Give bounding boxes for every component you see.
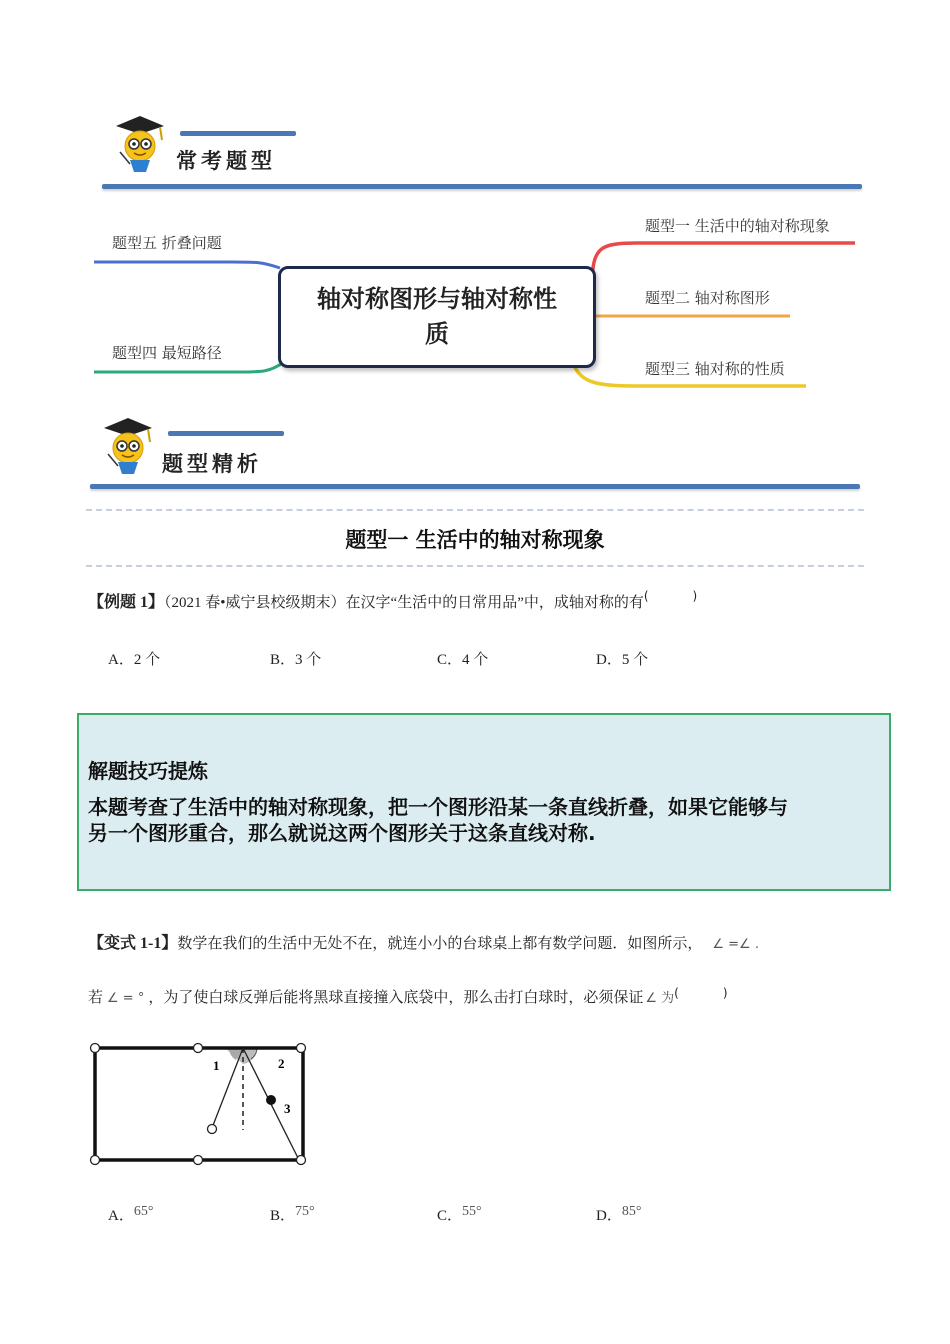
pocket: [194, 1044, 203, 1053]
branch-line-left2: [94, 362, 284, 372]
variant1-angle-equation: ∠ =∠ .: [712, 937, 759, 952]
white-ball: [208, 1125, 217, 1134]
variant1-option-b: B．75°: [270, 1204, 315, 1224]
black-ball: [266, 1095, 276, 1105]
branch-left2-label: 题型四 最短路径: [112, 344, 222, 362]
branch-left1-label: 题型五 折叠问题: [112, 234, 222, 252]
example1-option-b: B．3 个: [270, 652, 322, 668]
variant1-if: 若: [88, 990, 104, 1006]
section-divider-top: [86, 509, 864, 511]
branch-line-right1: [592, 243, 855, 290]
answer-paren-open: (: [674, 986, 679, 1000]
tip-box: [77, 713, 891, 891]
branch-right1-label: 题型一 生活中的轴对称现象: [645, 217, 830, 235]
tip-body-line2: 另一个图形重合，那么就说这两个图形关于这条直线对称.: [88, 821, 596, 845]
section-divider-bottom: [86, 565, 864, 567]
center-topic-line2: 质: [425, 320, 449, 348]
pocket: [91, 1044, 100, 1053]
billiard-table-figure: [85, 1038, 315, 1170]
angle-label-1: 1: [213, 1058, 220, 1073]
pocket: [297, 1044, 306, 1053]
tip-title: 解题技巧提炼: [88, 759, 208, 783]
example1-option-a: A．2 个: [108, 652, 161, 668]
variant1-target-angle: ∠ 为: [645, 991, 675, 1006]
variant1-option-a: A．65°: [108, 1204, 154, 1224]
header-title: 常考题型: [176, 148, 276, 173]
branch-line-left1: [94, 262, 280, 268]
variant1-option-c: C．55°: [437, 1204, 482, 1224]
example1-label: 【例题 1】: [88, 594, 165, 611]
variant1-label: 【变式 1-1】: [88, 935, 178, 952]
mindmap-center-topic: [278, 266, 596, 368]
example1-text: 在汉字“生活中的日常用品”中，成轴对称的有: [345, 595, 644, 611]
answer-paren-open: (: [643, 589, 649, 603]
section-title: 题型一 生活中的轴对称现象: [345, 528, 605, 552]
header-underline: [90, 484, 860, 489]
angle-label-3: 3: [284, 1101, 291, 1116]
example1-source: （2021 春•威宁县校级期末）: [164, 595, 346, 611]
tip-body-line1: 本题考查了生活中的轴对称现象，把一个图形沿某一条直线折叠，如果它能够与: [88, 795, 788, 819]
variant1-given-angle: ∠ = °: [107, 991, 145, 1006]
branch-right2-label: 题型二 轴对称图形: [645, 289, 770, 307]
variant1-line2: [88, 986, 728, 1007]
example1-option-d: D．5 个: [596, 652, 649, 668]
answer-paren-close: ): [722, 986, 728, 1000]
pocket: [91, 1156, 100, 1165]
header-tixingjingxi: [88, 412, 868, 497]
graduate-mascot-icon: [98, 414, 158, 476]
variant1-text1: 数学在我们的生活中无处不在，就连小小的台球桌上都有数学问题．如图所示，: [177, 936, 703, 952]
variant1-line1: [88, 930, 759, 953]
branch-right3-label: 题型三 轴对称的性质: [645, 360, 785, 378]
example1-option-c: C．4 个: [437, 652, 489, 668]
answer-paren-close: ): [692, 589, 698, 603]
header-accent-bar: [168, 431, 284, 436]
pocket: [194, 1156, 203, 1165]
variant1-option-d: D．85°: [596, 1204, 642, 1224]
center-topic-line1: 轴对称图形与轴对称性: [317, 285, 557, 313]
header-title: 题型精析: [162, 451, 262, 476]
variant1-text2: ，为了使白球反弹后能将黑球直接撞入底袋中，那么击打白球时，必须保证: [148, 990, 644, 1006]
example1-question: [88, 589, 697, 612]
angle-label-2: 2: [278, 1056, 285, 1071]
pocket: [297, 1156, 306, 1165]
